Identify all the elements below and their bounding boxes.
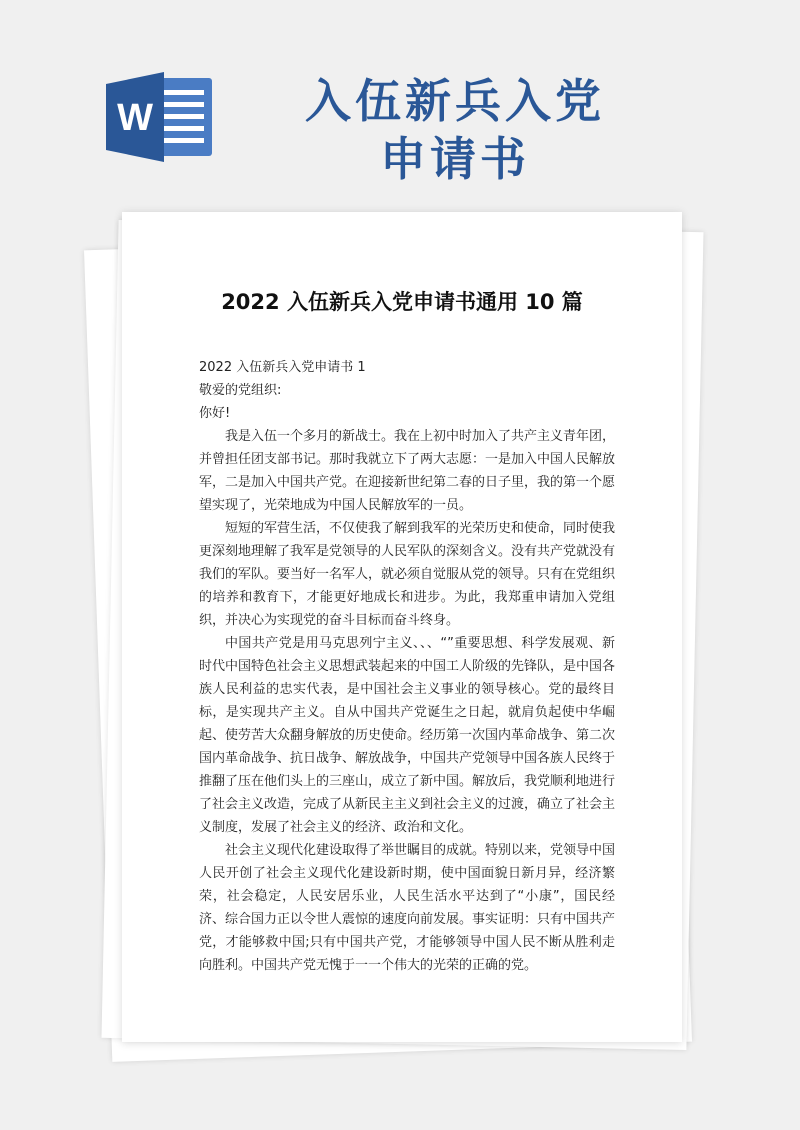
- salutation: 敬爱的党组织:: [199, 383, 282, 398]
- body-paragraph: 中国共产党是用马克思列宁主义、、、“”重要思想、科学发展观、新时代中国特色社会主义思想武装起来的中国工人阶级的先锋队，是中国各族人民利益的忠实代表，是中国社会主义事业的领导核心。党的最终目标，是实现共产主义。自从中国共产党诞生之日起，就肩负起使中华崛起、使劳苦大众翻身解放的历史使命。经历第一次国内革命战争、第二次国内革命战争、抗日战争、解放战争，中国共产党领导中国各族人民终于推翻了压在他们头上的三座山，成立了新中国。解放后，我党顺利地进行了社会主义改造，完成了从新民主主义到社会主义的过渡，确立了社会主义制度，发展了社会主义的经济、政治和文化。: [199, 636, 616, 835]
- word-document-icon: [106, 72, 216, 162]
- body-paragraph: 我是入伍一个多月的新战士。我在上初中时加入了共产主义青年团，并曾担任团支部书记。那时我就立下了两大志愿：一是加入中国人民解放军，二是加入中国共产党。在迎接新世纪第二春的日子里，我的第一个愿望实现了，光荣地成为中国人民解放军的一员。: [199, 429, 616, 513]
- body-paragraph: 短短的军营生活，不仅使我了解到我军的光荣历史和使命，同时使我更深刻地理解了我军是党领导的人民军队的深刻含义。没有共产党就没有我们的军队。要当好一名军人，就必须自觉服从党的领导。只有在党组织的培养和教育下，才能更好地成长和进步。为此，我郑重申请加入党组织，并决心为实现党的奋斗目标而奋斗终身。: [199, 521, 616, 628]
- header-title: [300, 72, 610, 188]
- body-paragraph: 社会主义现代化建设取得了举世瞩目的成就。特别以来，党领导中国人民开创了社会主义现代化建设新时期，使中国面貌日新月异，经济繁荣，社会稳定，人民安居乐业，人民生活水平达到了“小康”，国民经济、综合国力正以令世人震惊的速度向前发展。事实证明：只有中国共产党，才能够救中国;只有中国共产党，才能够领导中国人民不断从胜利走向胜利。中国共产党无愧于一一个伟大的光荣的正确的党。: [199, 843, 616, 973]
- document-page: [122, 212, 682, 1042]
- document-title: 2022 入伍新兵入党申请书通用 10 篇: [221, 290, 583, 314]
- header-title-line-2: 申请书: [380, 132, 530, 186]
- section-heading: 2022 入伍新兵入党申请书 1: [199, 360, 366, 375]
- greeting: 你好!: [199, 406, 231, 421]
- header-title-line-1: 入伍新兵入党: [305, 74, 605, 128]
- document-body: [199, 356, 615, 977]
- logo-letter: W: [117, 97, 153, 139]
